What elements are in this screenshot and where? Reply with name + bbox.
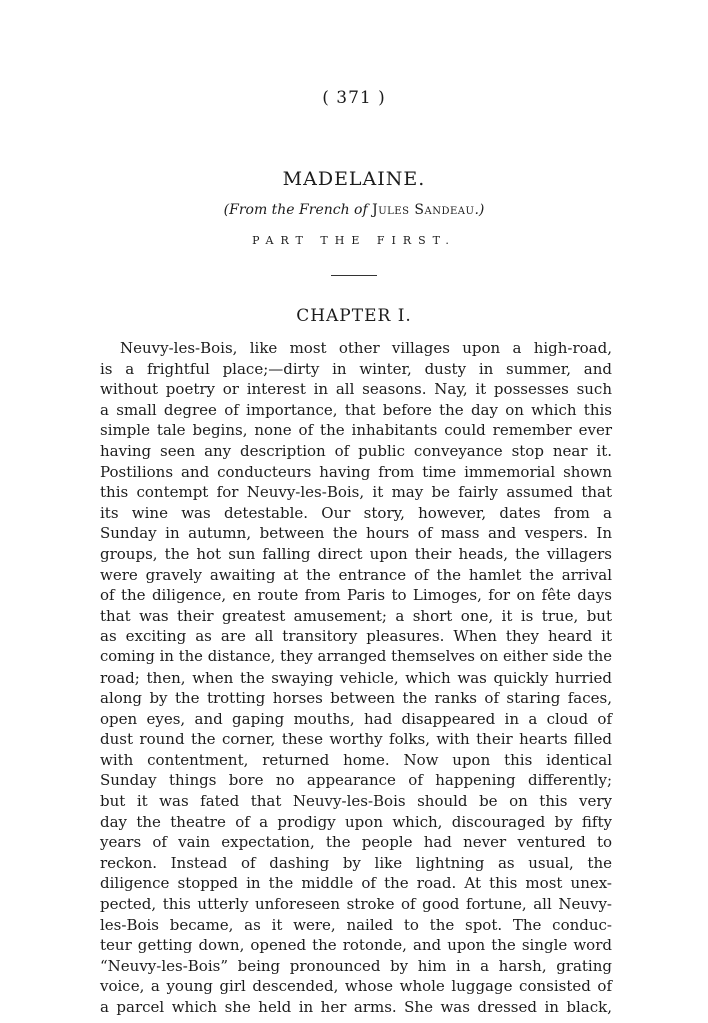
text-line: les-Bois became, as it were, nailed to the spot. The conduc- — [100, 915, 612, 934]
text-line: pected, this utterly unforeseen stroke of good fortune, all Neuvy- — [100, 895, 612, 914]
text-line: voice, a young girl descended, whose whole luggage consisted of — [100, 977, 612, 996]
subtitle-author: Jules Sandeau — [372, 202, 475, 218]
text-line: reckon. Instead of dashing by like lightning as usual, the — [100, 853, 612, 872]
text-line: open eyes, and gaping mouths, had disappeared in a cloud of — [100, 709, 612, 728]
text-line: is a frightful place;—dirty in winter, dusty in summer, and — [100, 359, 612, 378]
page-number: ( 371 ) — [322, 88, 386, 108]
part-heading: PART THE FIRST. — [252, 234, 456, 247]
text-line: without poetry or interest in all seasons. Nay, it possesses such — [100, 380, 612, 399]
story-title: MADELAINE. — [282, 168, 426, 190]
text-line: day the theatre of a prodigy upon which, discouraged by fifty — [100, 812, 612, 831]
text-line: groups, the hot sun falling direct upon their heads, the villagers — [100, 544, 612, 563]
text-line: Postilions and conducteurs having from time immemorial shown — [100, 462, 612, 481]
subtitle-prefix: (From the French of — [223, 202, 373, 218]
text-line: but it was fated that Neuvy-les-Bois should be on this very — [100, 792, 612, 811]
text-line: a small degree of importance, that before the day on which this — [100, 400, 612, 419]
text-line: along by the trotting horses between the ranks of staring faces, — [100, 689, 612, 708]
section-divider — [331, 275, 377, 276]
text-line: a parcel which she held in her arms. She was dressed in black, — [100, 998, 612, 1016]
text-line: simple tale begins, none of the inhabitants could remember ever — [100, 421, 612, 440]
text-line: Sunday things bore no appearance of happening differently; — [100, 771, 612, 790]
text-line: road; then, when the swaying vehicle, which was quickly hurried — [100, 668, 612, 687]
text-line: diligence stopped in the middle of the road. At this most unex- — [100, 874, 612, 893]
subtitle-suffix: .) — [474, 202, 485, 218]
text-line: coming in the distance, they arranged themselves on either side the — [100, 647, 612, 665]
text-line: years of vain expectation, the people had never ventured to — [100, 833, 612, 852]
text-line: “Neuvy-les-Bois” being pronounced by him in a harsh, grating — [100, 956, 612, 975]
text-line: as exciting as are all transitory pleasures. When they heard it — [100, 627, 612, 646]
text-line: this contempt for Neuvy-les-Bois, it may be fairly assumed that — [100, 483, 612, 502]
text-line: teur getting down, opened the rotonde, and upon the single word — [100, 936, 612, 955]
body-paragraph — [100, 338, 612, 1018]
text-line: were gravely awaiting at the entrance of the hamlet the arrival — [100, 565, 612, 584]
text-line: with contentment, returned home. Now upon this identical — [100, 750, 612, 769]
text-line: having seen any description of public conveyance stop near it. — [100, 441, 612, 460]
text-line: Sunday in autumn, between the hours of mass and vespers. In — [100, 524, 612, 543]
text-line: dust round the corner, these worthy folks, with their hearts filled — [100, 730, 612, 749]
text-line: of the diligence, en route from Paris to Limoges, for on fête days — [100, 586, 612, 605]
chapter-heading: CHAPTER I. — [296, 306, 412, 326]
story-subtitle — [0, 202, 708, 218]
text-line: its wine was detestable. Our story, however, dates from a — [100, 503, 612, 522]
text-line: Neuvy-les-Bois, like most other villages upon a high-road, — [120, 339, 612, 357]
text-line: that was their greatest amusement; a short one, it is true, but — [100, 606, 612, 625]
